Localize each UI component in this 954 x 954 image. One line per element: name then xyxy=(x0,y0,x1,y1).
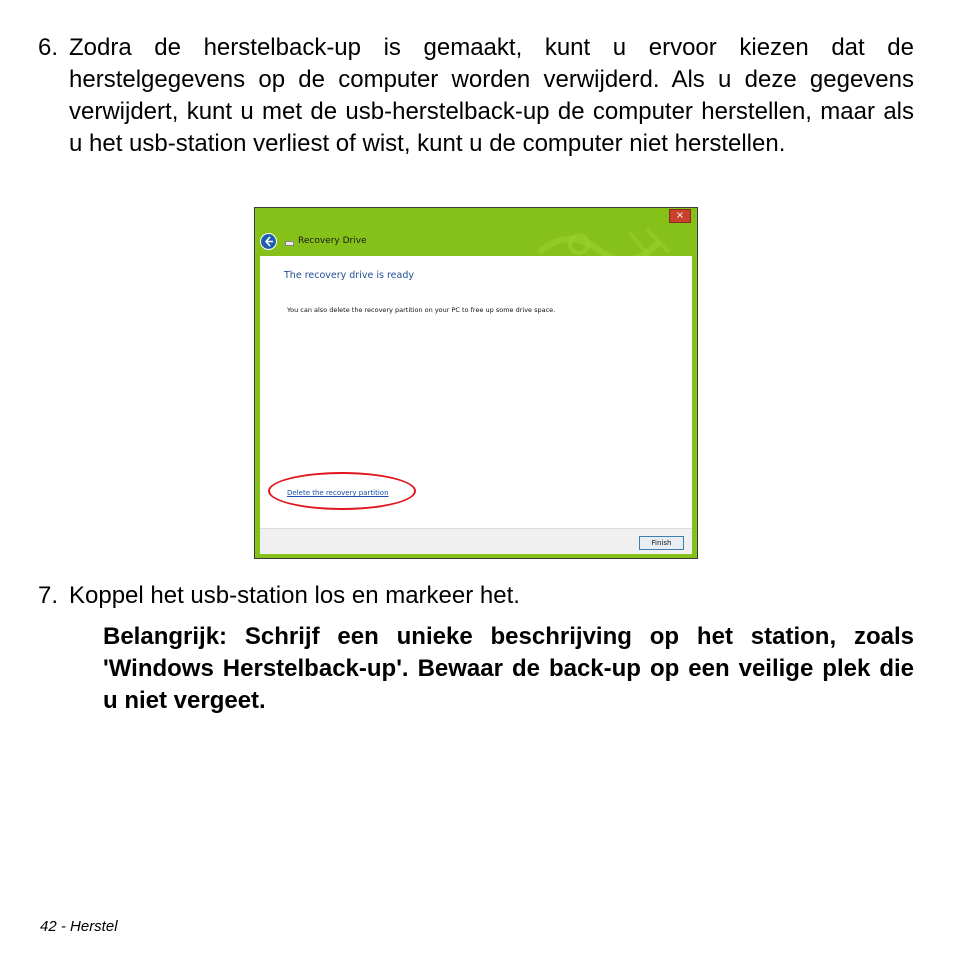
important-note: Belangrijk: Schrijf een unieke beschrijving op het station, zoals 'Windows Herstelback-up'. Bewaar de back-up op een veilige plek die u niet vergeet. xyxy=(103,623,914,714)
step-7 xyxy=(38,580,914,612)
drive-icon xyxy=(285,241,294,246)
recovery-drive-screenshot xyxy=(254,207,698,559)
dialog-footer xyxy=(260,528,692,554)
window-title: Recovery Drive xyxy=(298,236,367,246)
dialog-heading: The recovery drive is ready xyxy=(284,270,414,281)
finish-button[interactable]: Finish xyxy=(639,536,684,550)
close-icon[interactable]: × xyxy=(669,209,691,223)
step-number: 7. xyxy=(38,582,59,609)
step-number: 6. xyxy=(38,34,59,61)
back-arrow-icon[interactable] xyxy=(260,233,277,250)
step-6 xyxy=(38,32,914,160)
dialog-info-text: You can also delete the recovery partition on your PC to free up some drive space. xyxy=(287,306,556,314)
window-content xyxy=(260,256,692,528)
step-text: Zodra de herstelback-up is gemaakt, kunt u ervoor kiezen dat de herstelgegevens op de computer worden verwijderd. Als u deze gegevens verwijdert, kunt u met de usb-herstelback-up de computer herstellen, maar als u het usb-station verliest of wist, kunt u de computer niet herstellen. xyxy=(69,34,914,157)
page-footer: 42 - Herstel xyxy=(40,918,118,935)
delete-partition-link[interactable]: Delete the recovery partition xyxy=(287,489,389,497)
window-header xyxy=(255,228,697,258)
step-text: Koppel het usb-station los en markeer het. xyxy=(69,582,520,609)
